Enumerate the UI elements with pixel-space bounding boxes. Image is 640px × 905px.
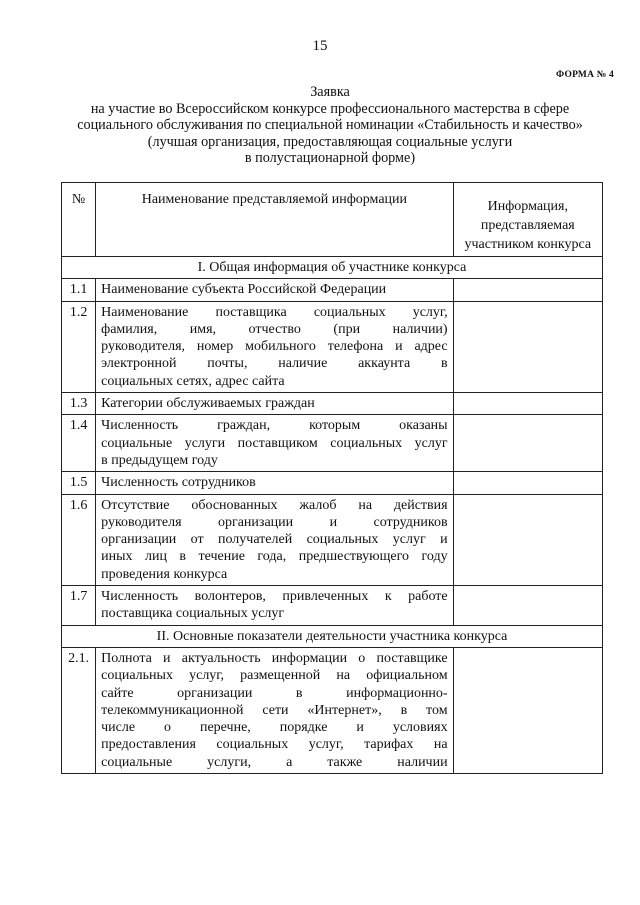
row-number: 1.4: [62, 415, 96, 472]
row-name-line: Численность волонтеров, привлеченных к работе: [101, 589, 448, 605]
row-number: 1.6: [62, 494, 96, 585]
row-name-line: телекоммуникационной сети «Интернет», в том: [101, 702, 448, 718]
heading-line: социального обслуживания по специальной номинации «Стабильность и качество»: [77, 117, 583, 133]
row-number: 2.1.: [62, 647, 96, 773]
row-name-line: Наименование поставщика социальных услуг,: [101, 304, 448, 320]
row-name-line: Отсутствие обоснованных жалоб на действия: [101, 497, 448, 513]
row-name-line: руководителя, номер мобильного телефона и адрес: [101, 339, 448, 355]
table-row: [62, 586, 603, 626]
row-number: 1.7: [62, 586, 96, 626]
row-name: [96, 279, 453, 301]
row-name-line: Численность сотрудников: [101, 475, 256, 491]
row-info-cell[interactable]: [453, 415, 602, 472]
section-title: II. Основные показатели деятельности участника конкурса: [62, 625, 603, 647]
heading-line: в полустационарной форме): [244, 150, 416, 166]
row-number: 1.3: [62, 393, 96, 415]
table-body: [62, 257, 603, 774]
row-info-cell[interactable]: [453, 279, 602, 301]
row-name: [96, 494, 453, 585]
row-name: [96, 647, 453, 773]
heading-line: (лучшая организация, предоставляющая социальные услуги: [147, 133, 513, 150]
row-name-line: иных лиц в течение года, предшествующего году: [101, 549, 448, 565]
section-row: [62, 625, 603, 647]
row-name-line: фамилия, имя, отчество (при наличии): [101, 321, 448, 337]
row-name: [96, 472, 453, 494]
heading-line: на участие во Всероссийском конкурсе профессионального мастерства в сфере: [90, 100, 570, 117]
row-info-cell[interactable]: [453, 586, 602, 626]
section-row: [62, 257, 603, 279]
row-info-cell[interactable]: [453, 472, 602, 494]
row-name-line: числе о перечне, порядке и условиях: [101, 720, 448, 736]
row-name-line: в предыдущем году: [101, 452, 218, 468]
header-name: Наименование представляемой информации: [96, 183, 453, 257]
row-name-line: Полнота и актуальность информации о поставщике: [101, 650, 448, 666]
row-name-line: Категории обслуживаемых граждан: [101, 396, 315, 412]
row-name-line: предоставления социальных услуг, тарифах на: [101, 737, 448, 753]
row-name-line: поставщика социальных услуг: [101, 606, 285, 622]
row-name-line: социальных услуг, размещенной на официальном: [101, 668, 448, 684]
row-name-line: организации от получателей социальных услуг и: [101, 532, 448, 548]
table-row: [62, 647, 603, 773]
row-info-cell[interactable]: [453, 301, 602, 392]
table-row: [62, 393, 603, 415]
table-row: [62, 415, 603, 472]
row-name-line: руководителя организации и сотрудников: [101, 514, 448, 530]
table-row: [62, 472, 603, 494]
row-name: [96, 301, 453, 392]
row-name-line: электронной почты, наличие аккаунта в: [101, 356, 448, 372]
table-header-row: [62, 183, 603, 257]
page-number: 15: [312, 38, 328, 54]
row-name-line: социальных сетях, адрес сайта: [101, 373, 285, 389]
row-name-line: социальные услуги поставщиком социальных услуг: [101, 435, 448, 451]
row-info-cell[interactable]: [453, 647, 602, 773]
table-row: [62, 301, 603, 392]
row-name-line: Численность граждан, которым оказаны: [101, 418, 448, 434]
form-label: ФОРМА № 4: [556, 70, 614, 80]
row-name: [96, 393, 453, 415]
row-name: [96, 415, 453, 472]
row-number: 1.2: [62, 301, 96, 392]
row-name-line: сайте организации в информационно-: [101, 685, 448, 701]
row-name-line: Наименование субъекта Российской Федерации: [101, 282, 387, 298]
header-number: №: [62, 183, 96, 257]
row-info-cell[interactable]: [453, 494, 602, 585]
table-row: [62, 279, 603, 301]
table-row: [62, 494, 603, 585]
row-info-cell[interactable]: [453, 393, 602, 415]
section-title: I. Общая информация об участнике конкурса: [62, 257, 603, 279]
row-number: 1.5: [62, 472, 96, 494]
application-heading: [40, 84, 620, 167]
row-name: [96, 586, 453, 626]
application-table: [61, 182, 603, 774]
row-number: 1.1: [62, 279, 96, 301]
heading-title: Заявка: [310, 84, 350, 100]
header-info: Информация, представляемая участником конкурса: [453, 183, 602, 257]
row-name-line: проведения конкурса: [101, 566, 228, 582]
row-name-line: социальные услуги, а также наличии: [101, 754, 448, 770]
